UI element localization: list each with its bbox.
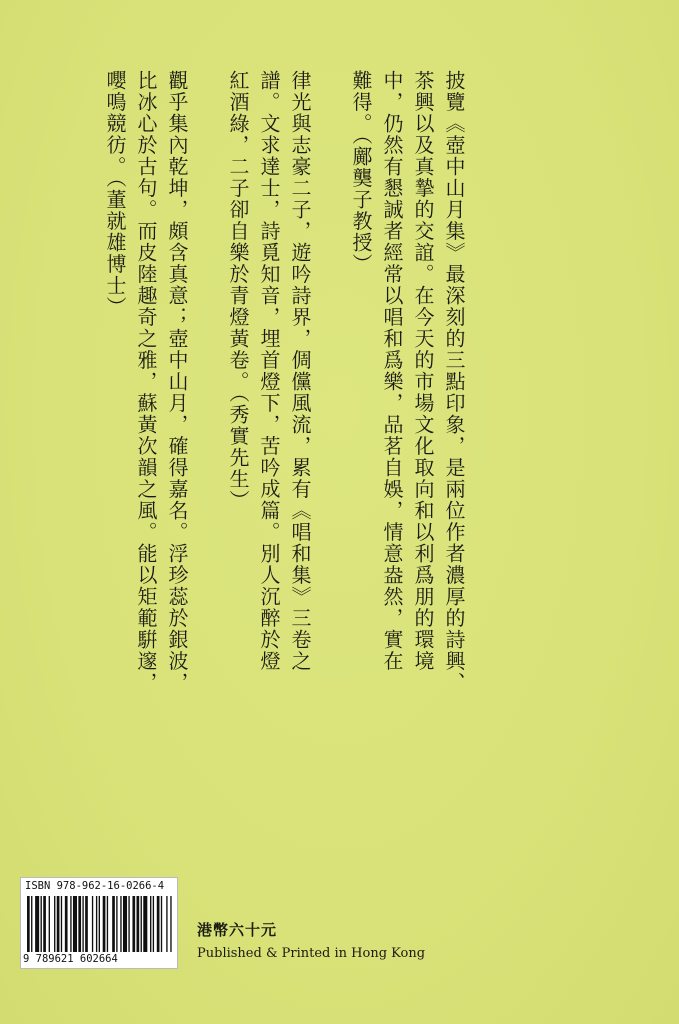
text-col-a1: 披覽《壺中山月集》最深刻的三點印象，是兩位作者濃厚的詩興、 (442, 70, 466, 694)
published-note: Published & Printed in Hong Kong (197, 946, 426, 961)
isbn-number: ISBN 978-962-16-0266-4 (25, 880, 165, 892)
isbn-barcode-box (20, 877, 178, 969)
text-col-c3: 嚶鳴競彷。（董就雄博士） (103, 70, 127, 318)
barcode-digits: 9 789621 602664 (23, 953, 118, 965)
text-col-b3: 紅酒綠，二子卻自樂於青燈黃卷。（秀實先生） (226, 70, 250, 512)
text-col-a2: 茶興以及真摯的交誼。在今天的市場文化取向和以利爲朋的環境 (411, 70, 435, 672)
text-col-c2: 比冰心於古句。而皮陸趣奇之雅，蘇黃次韻之風。能以矩範騈邃， (134, 70, 158, 694)
barcode-icon (27, 896, 173, 952)
text-col-b1: 律光與志豪二子，遊吟詩界，倜儻風流，累有《唱和集》三卷之 (288, 70, 312, 672)
text-col-a4: 難得。（鄺龑子教授） (349, 70, 373, 275)
text-col-b2: 譜。文求達士，詩覓知音，埋首燈下，苦吟成篇。別人沉醉於燈 (257, 70, 281, 672)
price-label: 港幣六十元 (197, 921, 278, 939)
text-col-a3: 中，仍然有懇誠者經常以唱和爲樂，品茗自娛，情意盎然，實在 (380, 70, 404, 672)
text-col-c1: 觀乎集內乾坤，頗含真意；壺中山月，確得嘉名。浮珍蕊於銀波， (165, 70, 189, 694)
